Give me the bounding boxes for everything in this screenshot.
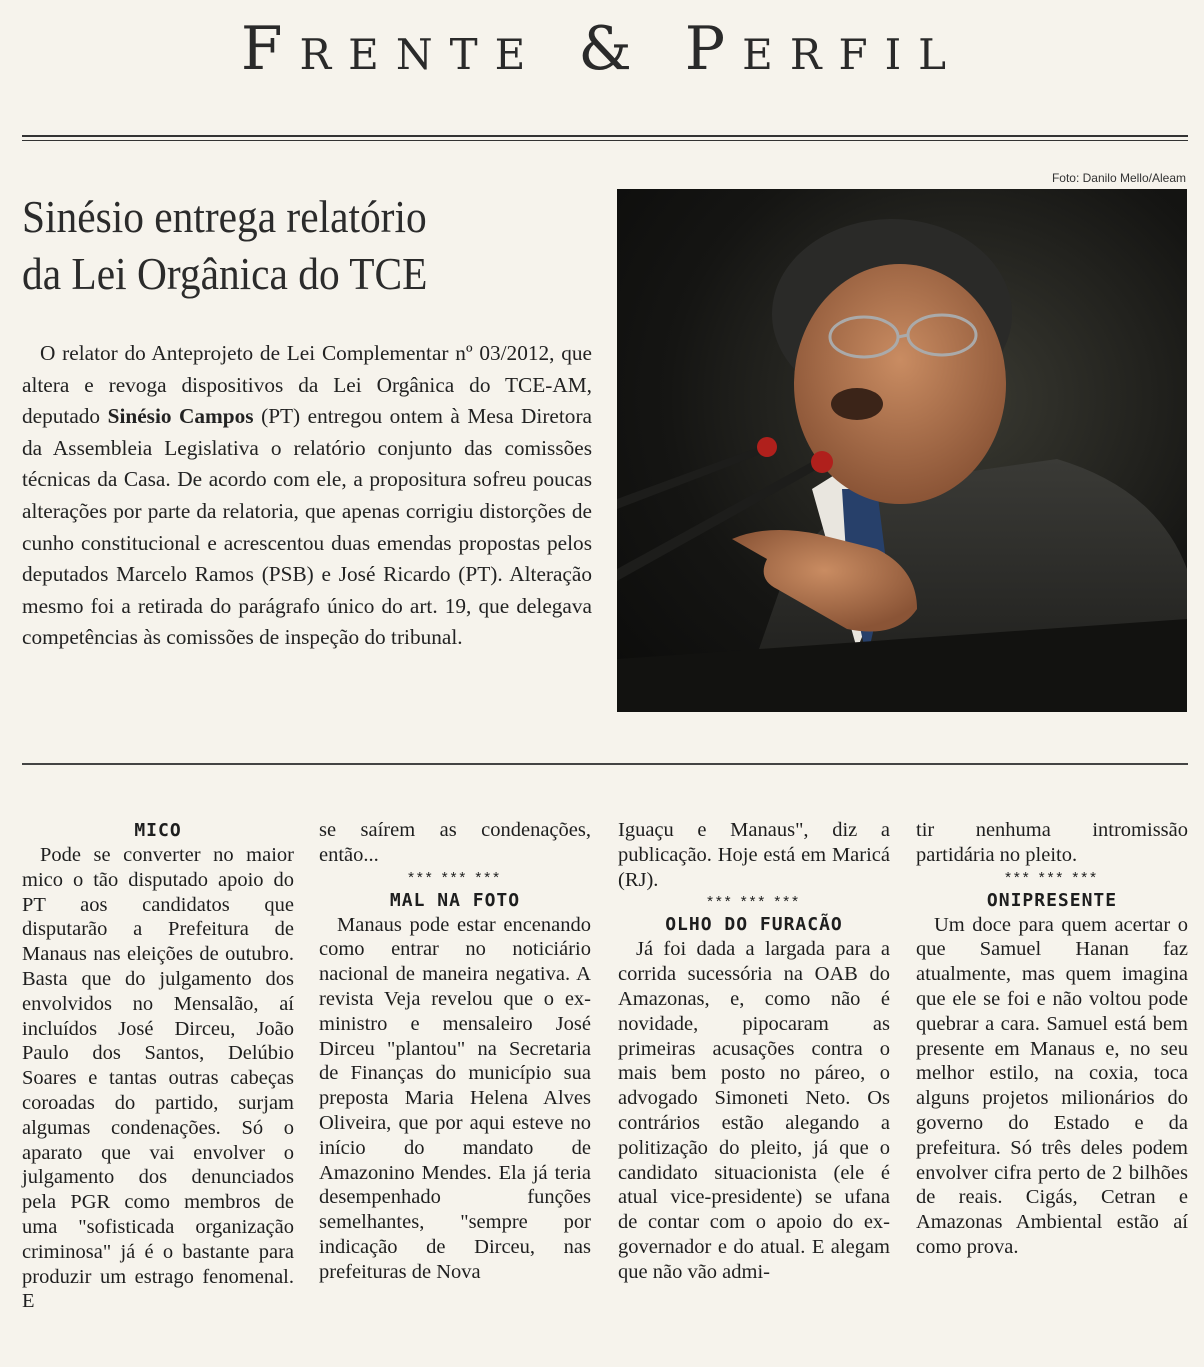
column-olho-do-furacao (618, 818, 890, 1285)
section-heading-olho-do-furacao: OLHO DO FURACÃO (665, 914, 843, 936)
separator-stars: *** *** *** (408, 868, 502, 886)
column-mal-na-foto-body: Manaus pode estar encenando como entrar no noticiário nacional de maneira negativa. A revista Veja revelou que o ex-ministro e mensaleiro José Dirceu "plantou" na Secretaria de Finanças do município sua preposta Maria Helena Alves Oliveira, que por aqui esteve no início do mandato de Amazonino Mendes. Ela já teria desempenhado funções semelhantes, "sempre por indicação de Dirceu, nas prefeituras de Nova (319, 913, 591, 1283)
column-mico-body: Pode se converter no maior mico o tão disputado apoio do PT aos candidatos que disputarão a Prefeitura de Manaus nas eleições de outubro. Basta que do julgamento dos envolvidos no Mensalão, aí incluídos José Dirceu, João Paulo dos Santos, Delúbio Soares e tantas outras cabeças coroadas do partido, surjam algumas condenações. Só o aparato que vai envolver o julgamento dos denunciados pela PGR como membros de uma "sofisticada organização criminosa" já é o bastante para produzir um estrago fenomenal. E (22, 844, 294, 1313)
column-olho-do-furacao-body: Já foi dada a largada para a corrida sucessória na OAB do Amazonas, e, como não é novidade, pipocaram as primeiras acusações contra o mais bem posto no páreo, o advogado Simoneti Neto. Os contrários estão alegando a politização do pleito, já que o candidato situacionista (ele é atual vice-presidente) se ufana de contar com o apoio do ex-governador e do atual. E alegam que não vão admi- (618, 938, 890, 1283)
lead-text-before: O relator do Anteprojeto de Lei Complementar nº 03/2012, que altera e revoga dispositivos da Lei Orgânica do TCE-AM, deputado (22, 341, 592, 429)
deputy-photo (617, 189, 1187, 712)
headline (22, 188, 544, 302)
separator-stars: *** *** *** (1005, 868, 1099, 886)
column-mal-na-foto (319, 818, 591, 1285)
separator-stars: *** *** *** (707, 893, 801, 911)
column-mal-na-foto-continuation: Iguaçu e Manaus", diz a publicação. Hoje está em Maricá (RJ). (618, 819, 890, 891)
lead-article (22, 338, 592, 654)
masthead-rule (22, 135, 1188, 141)
column-onipresente-body: Um doce para quem acertar o que Samuel Hanan faz atualmente, mas quem imagina que ele se foi e não voltou pode quebrar a cara. Samuel está bem presente em Manaus e, no seu melhor estilo, na coxia, toca alguns projetos milionários do governo do Estado e da prefeitura. Só três deles podem envolver cifra perto de 2 bilhões de reais. Cigás, Cetran e Amazonas Ambiental estão aí como prova. (916, 913, 1188, 1258)
headline-line-1: Sinésio entrega relatório (22, 191, 427, 242)
headline-line-2: da Lei Orgânica do TCE (22, 248, 428, 299)
photo-credit: Foto: Danilo Mello/Aleam (1051, 171, 1186, 185)
column-mico-continuation: se saírem as condenações, então... (319, 819, 591, 866)
section-heading-mico: MICO (134, 820, 182, 841)
masthead-title: Frente & Perfil (240, 14, 964, 84)
deputy-photo-image (617, 189, 1187, 712)
lead-name: Sinésio Campos (107, 404, 254, 429)
section-heading-onipresente: ONIPRESENTE (986, 889, 1118, 911)
column-onipresente (916, 818, 1188, 1260)
section-heading-mal-na-foto: MAL NA FOTO (389, 889, 521, 911)
lead-paragraph (22, 338, 592, 654)
lead-text-after: (PT) entregou ontem à Mesa Diretora da Assembleia Legislativa o relatório conjunto das comissões técnicas da Casa. De acordo com ele, a propositura sofreu poucas alterações por parte da relatoria, que apenas corrigiu distorções de cunho constitucional e acrescentou duas emendas propostas pelos deputados Marcelo Ramos (PSB) e José Ricardo (PT). Alteração mesmo foi a retirada do parágrafo único do art. 19, que delegava competências às comissões de inspeção do tribunal. (22, 404, 592, 650)
column-mico (22, 818, 294, 1314)
section-rule (22, 763, 1188, 765)
column-olho-do-furacao-continuation: tir nenhuma intromissão partidária no pleito. (916, 819, 1188, 866)
